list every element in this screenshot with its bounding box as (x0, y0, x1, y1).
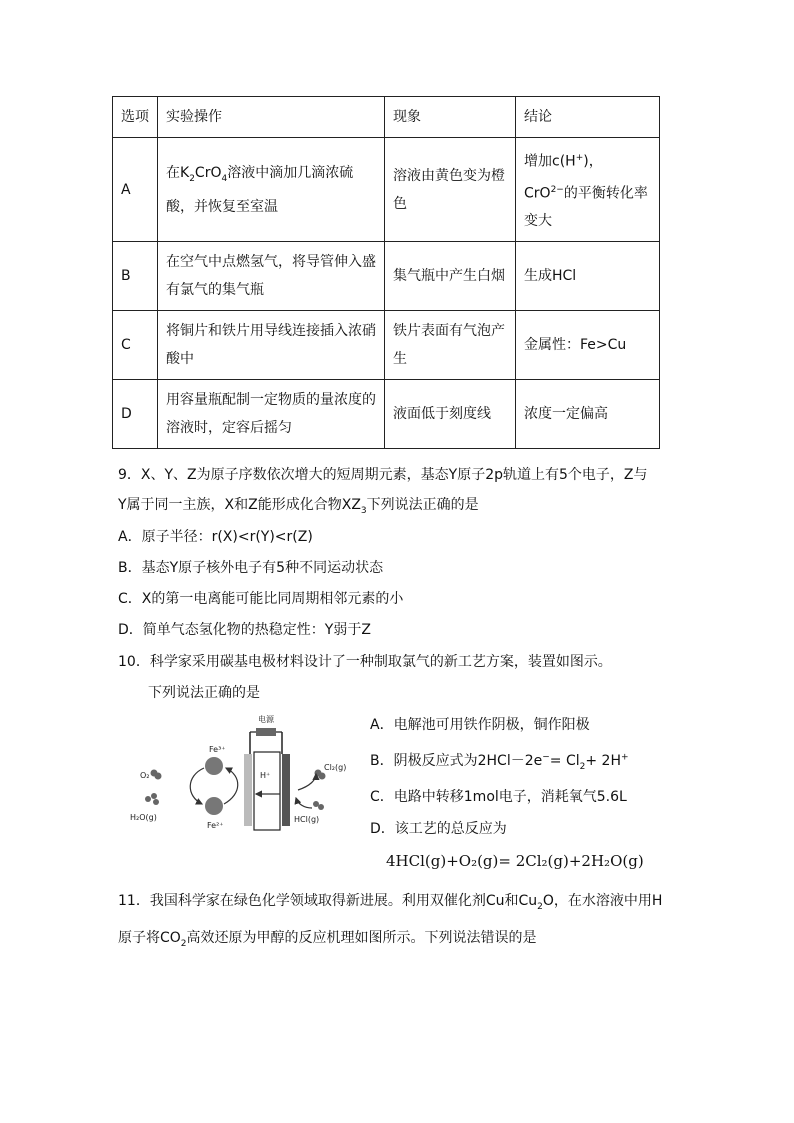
fe2-label: Fe²⁺ (207, 821, 224, 830)
q11-stem-line2: 原子将$CO_2$高效还原为甲醇的反应机理如图所示。下列说法错误的是 (118, 930, 537, 949)
h2o-molecule-icon (145, 796, 151, 802)
row-phenomenon: 溶液由黄色变为橙色 (385, 138, 516, 242)
membrane-cell (254, 752, 280, 830)
q10-stem-line2: 下列说法正确的是 (148, 685, 260, 701)
row-option: D (113, 380, 158, 449)
q11-stem-line1: 11．我国科学家在绿色化学领域取得新进展。利用双催化剂Cu和$Cu_2O$，在水溶液中用H (118, 893, 663, 912)
row-operation: 用容量瓶配制一定物质的量浓度的溶液时，定容后摇匀 (158, 380, 385, 449)
cl2-label: Cl₂(g) (324, 763, 347, 772)
row-conclusion: 金属性：Fe>Cu (516, 311, 660, 380)
table-row (113, 380, 660, 449)
q9-option-c: C．X的第一电离能可能比同周期相邻元素的小 (118, 591, 404, 607)
row-conclusion: 生成HCl (516, 242, 660, 311)
row-option: A (113, 138, 158, 242)
electrolysis-diagram (130, 712, 360, 834)
table-row (113, 311, 660, 380)
hplus-label: H⁺ (260, 771, 271, 780)
q10-stem-line1: 10．科学家采用碳基电极材料设计了一种制取氯气的新工艺方案，装置如图示。 (118, 654, 612, 670)
hcl-label: HCl(g) (294, 815, 320, 824)
table-row (113, 242, 660, 311)
q9-stem-line1: 9．X、Y、Z为原子序数依次增大的短周期元素，基态Y原子2p轨道上有5个电子，Z与 (118, 467, 648, 483)
row-conclusion: 增加c(H+)，CrO$^{2-}$的平衡转化率变大 (516, 138, 660, 242)
table-header-row (113, 97, 660, 138)
row-conclusion: 浓度一定偏高 (516, 380, 660, 449)
q9-option-b: B．基态Y原子核外电子有5种不同运动状态 (118, 560, 384, 576)
row-phenomenon: 铁片表面有气泡产生 (385, 311, 516, 380)
q10-option-c: C．电路中转移1mol电子，消耗氧气5.6L (370, 789, 627, 805)
anode-electrode (282, 754, 290, 826)
row-phenomenon: 集气瓶中产生白烟 (385, 242, 516, 311)
fe3-ion-icon (205, 757, 223, 775)
q10-option-a: A．电解池可用铁作阴极，铜作阳极 (370, 717, 590, 733)
q10-option-b: B．阴极反应式为$2HCl-2e^-= Cl_2+ 2H^+$ (370, 752, 629, 772)
h2o-label: H₂O(g) (130, 813, 157, 822)
row-phenomenon: 液面低于刻度线 (385, 380, 516, 449)
row-option: B (113, 242, 158, 311)
o2-label: O₂ (140, 771, 150, 780)
header-option: 选项 (113, 97, 158, 138)
power-source-icon (256, 728, 276, 736)
table-row (113, 138, 660, 242)
fe3-label: Fe³⁺ (209, 745, 226, 754)
row-operation: 将铜片和铁片用导线连接插入浓硝酸中 (158, 311, 385, 380)
q9-option-d: D．简单气态氢化物的热稳定性：Y弱于Z (118, 622, 371, 638)
row-operation: 在$K_2CrO_4$溶液中滴加几滴浓硫酸，并恢复至室温 (158, 138, 385, 242)
header-operation: 实验操作 (158, 97, 385, 138)
power-label: 电源 (258, 715, 274, 724)
row-option: C (113, 311, 158, 380)
header-conclusion: 结论 (516, 97, 660, 138)
cathode-electrode (244, 754, 252, 826)
experiment-table (112, 96, 660, 449)
hcl-molecule-icon (313, 801, 319, 807)
header-phenomenon: 现象 (385, 97, 516, 138)
q9-option-a: A．原子半径：r(X)<r(Y)<r(Z) (118, 529, 313, 545)
q10-total-equation: 4HCl(g)+O₂(g)= 2Cl₂(g)+2H₂O(g) (386, 852, 644, 870)
q10-option-d: D．该工艺的总反应为 (370, 821, 507, 837)
row-operation: 在空气中点燃氢气，将导管伸入盛有氯气的集气瓶 (158, 242, 385, 311)
q9-stem-line2: Y属于同一主族，X和Z能形成化合物$XZ_3$下列说法正确的是 (118, 497, 479, 516)
fe2-ion-icon (205, 797, 223, 815)
